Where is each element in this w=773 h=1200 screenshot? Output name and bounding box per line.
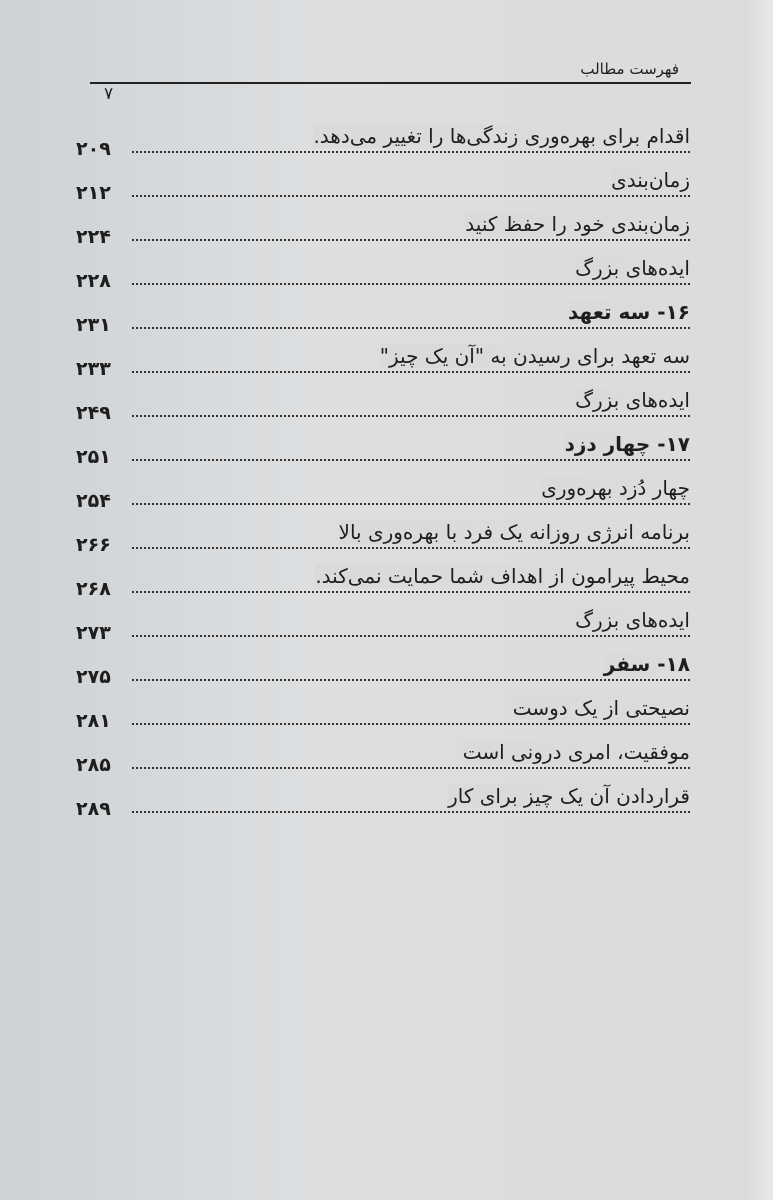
toc-entry-page: ۲۵۴	[76, 490, 111, 512]
toc-entry-page: ۲۳۳	[76, 358, 111, 380]
leader-dots	[132, 767, 690, 769]
toc-entry	[76, 344, 690, 380]
leader-dots	[132, 547, 690, 549]
toc-entry	[76, 476, 690, 512]
leader-dots	[132, 371, 690, 373]
running-header-title: فهرست مطالب	[580, 60, 679, 78]
toc-chapter-entry	[76, 300, 690, 336]
toc-entry-title: زمان‌بندی خود را حفظ کنید	[465, 212, 690, 236]
toc-entry	[76, 696, 690, 732]
toc-entry-page: ۲۸۵	[76, 754, 111, 776]
toc-entry-title: اقدام برای بهره‌وری زندگی‌ها را تغییر می‌دهد.	[313, 124, 690, 148]
leader-dots	[132, 723, 690, 725]
leader-dots	[132, 591, 690, 593]
toc-entry-page: ۲۷۵	[76, 666, 111, 688]
toc-entry-page: ۲۱۲	[76, 182, 111, 204]
toc-entry-title: ایده‌های بزرگ	[575, 256, 690, 280]
toc-entry-page: ۲۸۹	[76, 798, 111, 820]
chapter-title: ۱۷- چهار دزد	[564, 432, 690, 456]
toc-entry-page: ۲۸۱	[76, 710, 111, 732]
toc-entry	[76, 388, 690, 424]
toc-entry-title: موفقیت، امری درونی است	[462, 740, 690, 764]
toc-entry-page: ۲۴۹	[76, 402, 111, 424]
toc-chapter-entry	[76, 432, 690, 468]
leader-dots	[132, 327, 690, 329]
toc-entry	[76, 564, 690, 600]
toc-entry-page: ۲۲۸	[76, 270, 111, 292]
leader-dots	[132, 503, 690, 505]
chapter-title: ۱۸- سفر	[603, 652, 690, 676]
toc-entry-page: ۲۰۹	[76, 138, 111, 160]
toc-chapter-entry	[76, 652, 690, 688]
leader-dots	[132, 459, 690, 461]
toc-entry	[76, 256, 690, 292]
leader-dots	[132, 151, 690, 153]
toc-entry	[76, 608, 690, 644]
toc-entry	[76, 520, 690, 556]
toc-entry	[76, 212, 690, 248]
leader-dots	[132, 283, 690, 285]
toc-entry-page: ۲۷۳	[76, 622, 111, 644]
toc-entry	[76, 784, 690, 820]
toc-entry-title: زمان‌بندی	[611, 168, 690, 192]
leader-dots	[132, 415, 690, 417]
toc-entry-title: محیط پیرامون از اهداف شما حمایت نمی‌کند.	[315, 564, 690, 588]
toc-entry-title: چهار دُزد بهره‌وری	[541, 476, 690, 500]
toc-entry-title: ایده‌های بزرگ	[575, 388, 690, 412]
toc-entry-title: ایده‌های بزرگ	[575, 608, 690, 632]
leader-dots	[132, 811, 690, 813]
leader-dots	[132, 635, 690, 637]
toc-entry	[76, 740, 690, 776]
toc-entry-page: ۲۲۴	[76, 226, 111, 248]
toc-entry-title: برنامه انرژی روزانه یک فرد با بهره‌وری بالا	[338, 520, 690, 544]
page-edge-shading	[745, 0, 773, 1200]
toc-entry	[76, 124, 690, 160]
chapter-title: ۱۶- سه تعهد	[568, 300, 690, 324]
toc-entry-page: ۲۶۶	[76, 534, 111, 556]
toc-entry-page: ۲۵۱	[76, 446, 111, 468]
leader-dots	[132, 239, 690, 241]
toc-entry-title: قراردادن آن یک چیز برای کار	[448, 784, 690, 808]
toc-entry-title: نصیحتی از یک دوست	[512, 696, 690, 720]
header-rule	[90, 82, 691, 84]
toc-entry-page: ۲۶۸	[76, 578, 111, 600]
leader-dots	[132, 195, 690, 197]
leader-dots	[132, 679, 690, 681]
toc-entry-page: ۲۳۱	[76, 314, 111, 336]
toc-entry	[76, 168, 690, 204]
toc-entry-title: سه تعهد برای رسیدن به "آن یک چیز"	[379, 344, 690, 368]
page-number: ۷	[104, 84, 114, 104]
